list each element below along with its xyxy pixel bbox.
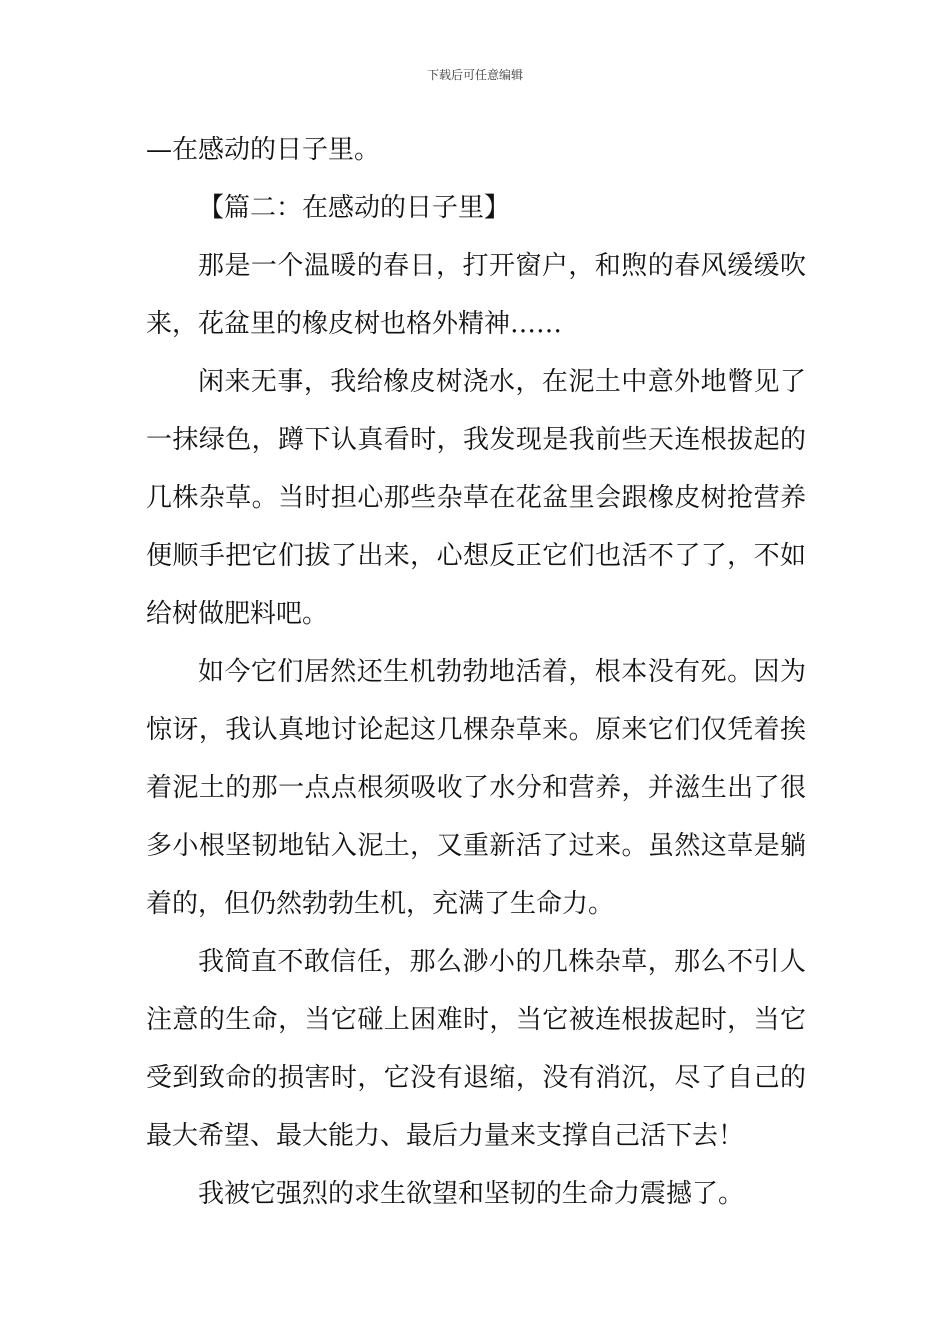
text-line: 多小根坚韧地钻入泥土，又重新活了过来。虽然这草是躺 xyxy=(146,831,806,861)
text-line: 便顺手把它们拔了出来，心想反正它们也活不了了，不如 xyxy=(146,541,806,571)
section-heading: 【篇二：在感动的日子里】 xyxy=(198,193,511,223)
text-line: 受到致命的损害时，它没有退缩，没有消沉，尽了自己的 xyxy=(146,1063,806,1093)
text-line: 惊讶，我认真地讨论起这几棵杂草来。原来它们仅凭着挨 xyxy=(146,715,806,745)
text-line: 那是一个温暖的春日，打开窗户，和煦的春风缓缓吹 xyxy=(198,251,806,281)
text-line: 来，花盆里的橡皮树也格外精神…… xyxy=(146,309,563,339)
text-line: —在感动的日子里。 xyxy=(146,135,381,165)
text-line: 给树做肥料吧。 xyxy=(146,599,329,629)
text-line: 注意的生命，当它碰上困难时，当它被连根拔起时，当它 xyxy=(146,1005,806,1035)
text-line: 我简直不敢信任，那么渺小的几株杂草，那么不引人 xyxy=(198,947,806,977)
text-line: 如今它们居然还生机勃勃地活着，根本没有死。因为 xyxy=(198,657,806,687)
text-line: 几株杂草。当时担心那些杂草在花盆里会跟橡皮树抢营养 xyxy=(146,483,806,513)
page-header: 下载后可任意编辑 xyxy=(426,68,523,82)
text-line: 着泥土的那一点点根须吸收了水分和营养，并滋生出了很 xyxy=(146,773,806,803)
text-line: 一抹绿色，蹲下认真看时，我发现是我前些天连根拔起的 xyxy=(146,425,806,455)
text-line: 闲来无事，我给橡皮树浇水，在泥土中意外地瞥见了 xyxy=(198,367,806,397)
text-line: 着的，但仍然勃勃生机，充满了生命力。 xyxy=(146,889,615,919)
text-line: 我被它强烈的求生欲望和坚韧的生命力震撼了。 xyxy=(198,1179,745,1209)
text-line: 最大希望、最大能力、最后力量来支撑自己活下去！ xyxy=(146,1121,745,1151)
